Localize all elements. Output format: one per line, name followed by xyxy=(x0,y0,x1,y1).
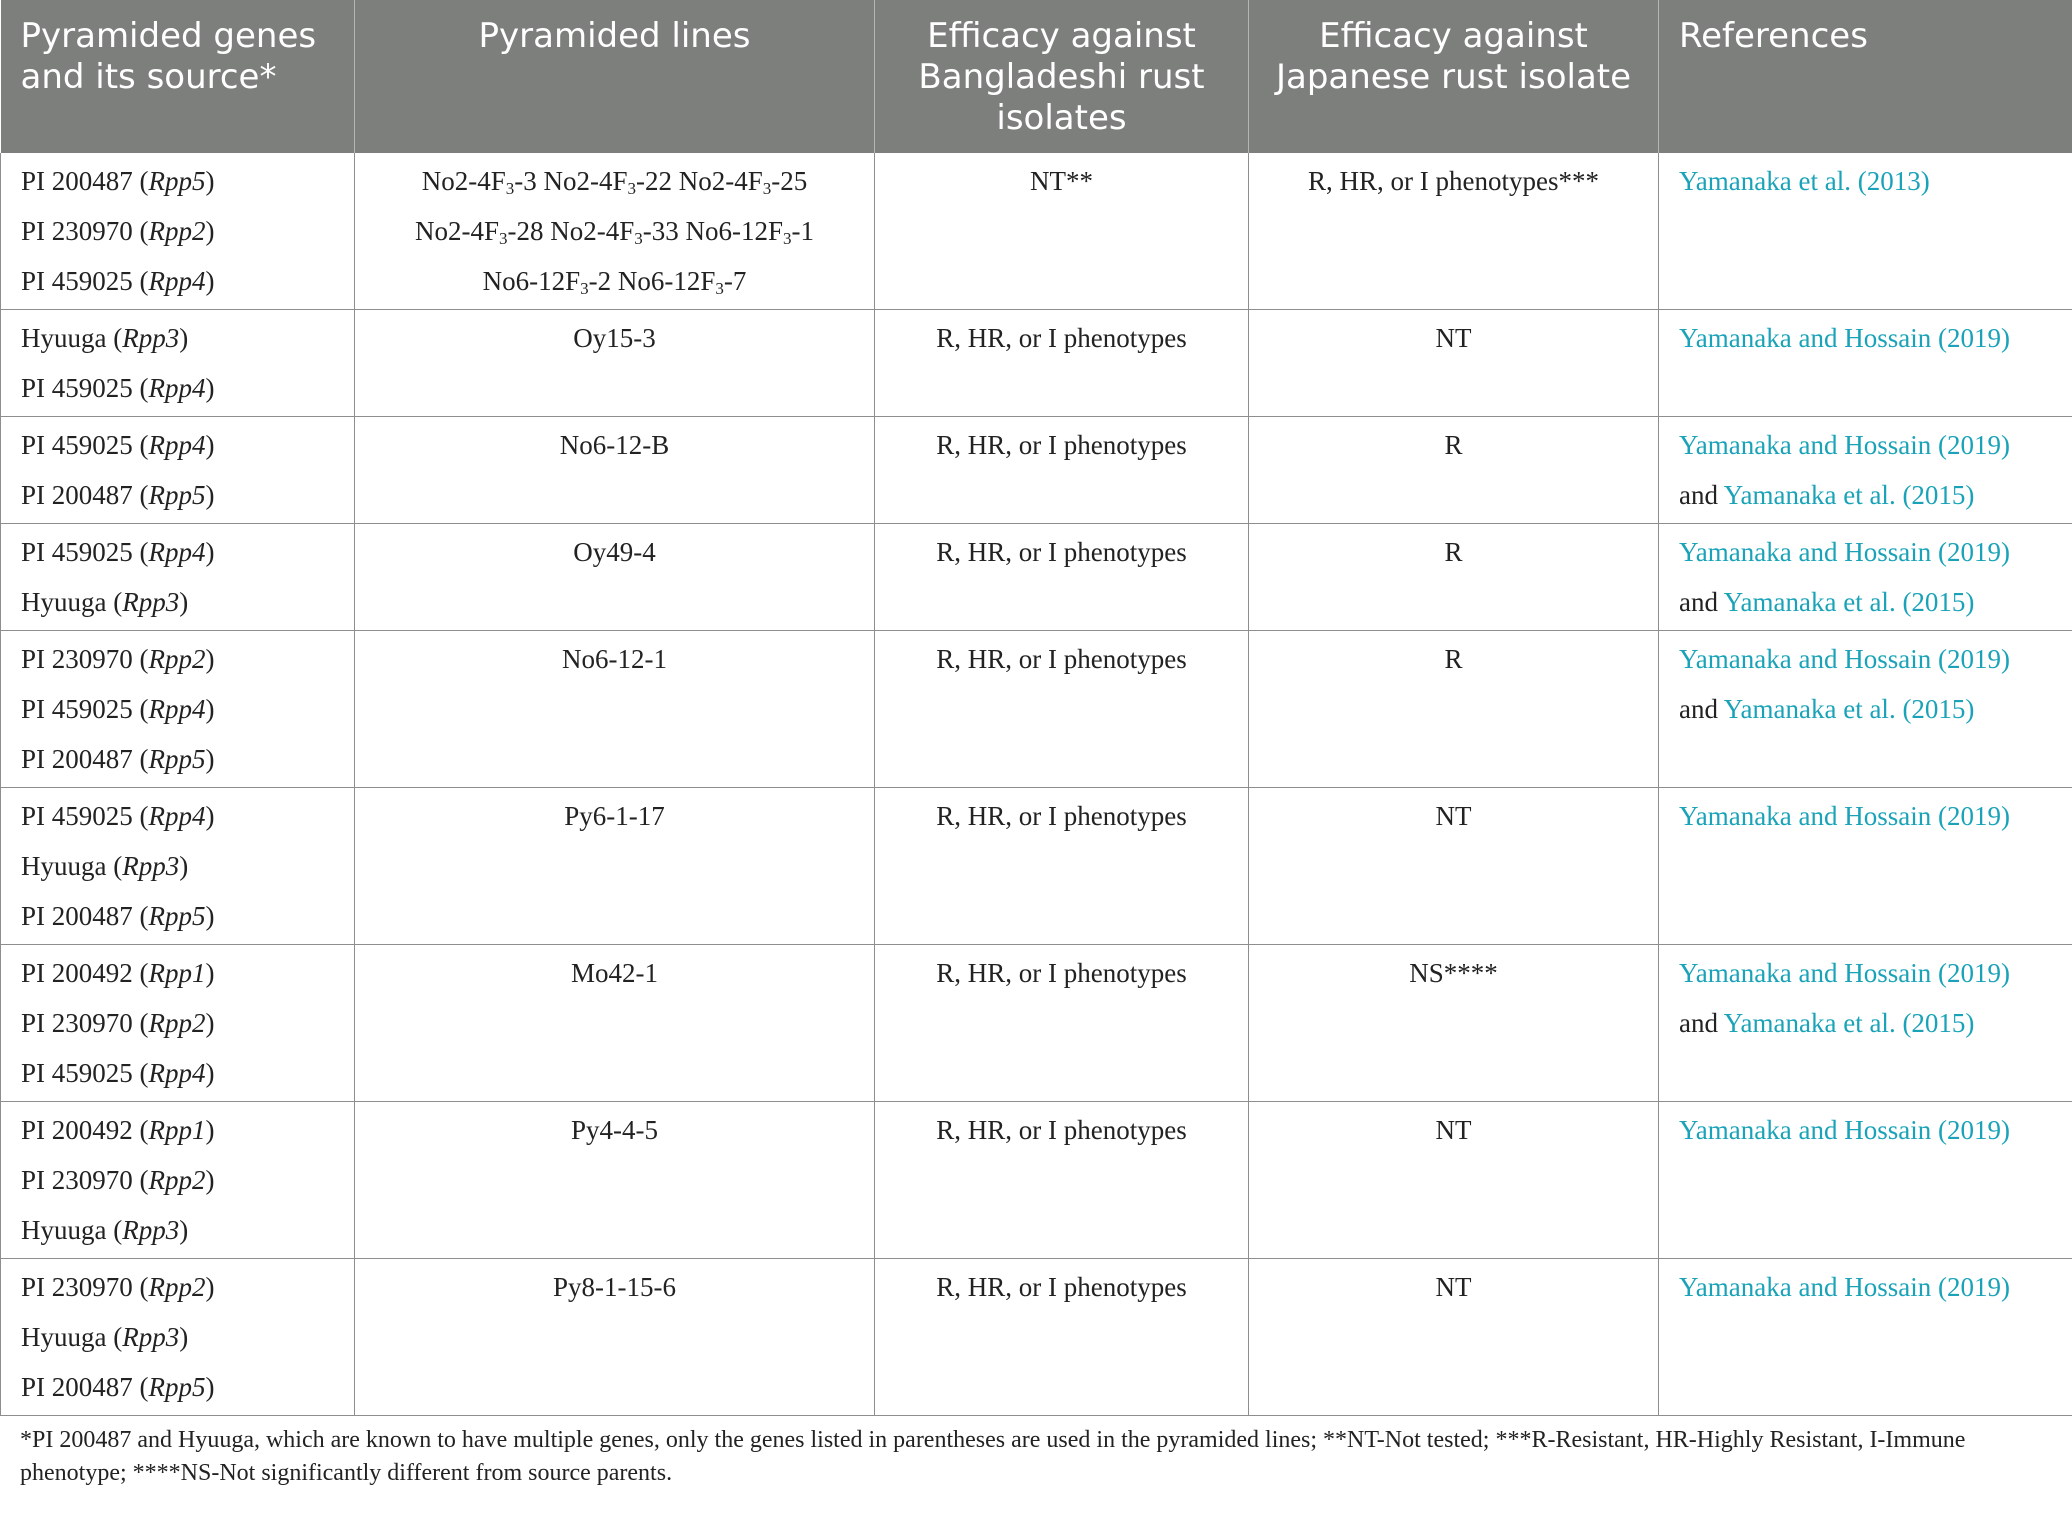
cell-genes-source xyxy=(1,417,355,524)
gene-name: Rpp5 xyxy=(148,1372,206,1402)
reference-line xyxy=(1679,791,2052,841)
cell-references xyxy=(1659,1102,2072,1259)
gene-name: Rpp4 xyxy=(148,537,206,567)
cell-genes-source xyxy=(1,631,355,788)
source-name: PI 230970 xyxy=(21,1165,133,1195)
reference-line xyxy=(1679,948,2052,998)
cell-references xyxy=(1659,524,2072,631)
reference-line xyxy=(1679,470,2052,520)
table-row xyxy=(1,1259,2072,1416)
line-suffix: -33 xyxy=(642,216,679,246)
cell-japanese-efficacy: R xyxy=(1249,631,1659,788)
source-name: PI 200492 xyxy=(21,958,133,988)
source-line: PI 459025 (Rpp4) xyxy=(21,266,215,296)
gene-name: Rpp3 xyxy=(122,851,180,881)
cell-references xyxy=(1659,1259,2072,1416)
source-line: PI 459025 (Rpp4) xyxy=(21,373,215,403)
cell-genes-source xyxy=(1,945,355,1102)
table-row xyxy=(1,788,2072,945)
source-line: PI 200487 (Rpp5) xyxy=(21,1372,215,1402)
line-id: No6-12F xyxy=(482,266,581,296)
source-line: PI 200492 (Rpp1) xyxy=(21,1115,215,1145)
source-line: PI 200487 (Rpp5) xyxy=(21,901,215,931)
line-suffix: -3 xyxy=(514,166,537,196)
source-name: PI 459025 xyxy=(21,1058,133,1088)
cell-bangladeshi-efficacy: R, HR, or I phenotypes xyxy=(875,310,1249,417)
line-generation: 3 xyxy=(783,229,792,248)
line-generation: 3 xyxy=(505,179,515,198)
line-generation: 3 xyxy=(762,179,772,198)
line-suffix: -25 xyxy=(771,166,808,196)
line-suffix: -1 xyxy=(791,216,815,246)
source-name: PI 200487 xyxy=(21,166,133,196)
source-line: PI 200487 (Rpp5) xyxy=(21,744,215,774)
cell-japanese-efficacy: R xyxy=(1249,417,1659,524)
source-name: PI 459025 xyxy=(21,430,133,460)
line-id: No6-12F xyxy=(617,266,716,296)
source-line: Hyuuga (Rpp3) xyxy=(21,1322,189,1352)
source-line: PI 230970 (Rpp2) xyxy=(21,644,215,674)
gene-name: Rpp2 xyxy=(148,216,206,246)
table-row xyxy=(1,631,2072,788)
line-id: Py4-4-5 xyxy=(571,1115,658,1145)
reference-line xyxy=(1679,420,2052,470)
reference-line xyxy=(1679,527,2052,577)
line-id: Py6-1-17 xyxy=(564,801,665,831)
source-line: PI 459025 (Rpp4) xyxy=(21,1058,215,1088)
line-id: No2-4F xyxy=(550,216,635,246)
cell-pyramided-lines xyxy=(355,310,875,417)
source-name: PI 200487 xyxy=(21,1372,133,1402)
cell-pyramided-lines xyxy=(355,417,875,524)
source-line: PI 459025 (Rpp4) xyxy=(21,430,215,460)
line-generation: 3 xyxy=(580,279,589,298)
gene-name: Rpp4 xyxy=(148,1058,206,1088)
lines-row xyxy=(375,313,854,363)
table-row xyxy=(1,310,2072,417)
lines-row xyxy=(375,1105,854,1155)
source-name: PI 230970 xyxy=(21,216,133,246)
line-generation: 3 xyxy=(634,229,643,248)
reference-link[interactable]: Yamanaka and Hossain (2019) xyxy=(1679,1272,2010,1302)
cell-bangladeshi-efficacy: R, HR, or I phenotypes xyxy=(875,631,1249,788)
cell-references xyxy=(1659,417,2072,524)
source-line: PI 459025 (Rpp4) xyxy=(21,537,215,567)
gene-name: Rpp4 xyxy=(148,430,206,460)
source-name: PI 200487 xyxy=(21,744,133,774)
reference-link[interactable]: Yamanaka and Hossain (2019) xyxy=(1679,430,2010,460)
reference-line xyxy=(1679,156,2052,206)
source-line: PI 459025 (Rpp4) xyxy=(21,801,215,831)
source-name: Hyuuga xyxy=(21,1215,107,1245)
cell-bangladeshi-efficacy: NT** xyxy=(875,153,1249,310)
cell-pyramided-lines xyxy=(355,945,875,1102)
reference-conjunction: and xyxy=(1679,480,1718,510)
lines-row xyxy=(375,206,854,256)
gene-name: Rpp3 xyxy=(122,1215,180,1245)
header-row xyxy=(1,0,2072,153)
cell-pyramided-lines xyxy=(355,153,875,310)
gene-name: Rpp3 xyxy=(122,323,180,353)
reference-link[interactable]: Yamanaka and Hossain (2019) xyxy=(1679,644,2010,674)
reference-link[interactable]: Yamanaka and Hossain (2019) xyxy=(1679,801,2010,831)
source-name: PI 459025 xyxy=(21,266,133,296)
source-name: PI 200492 xyxy=(21,1115,133,1145)
source-line: Hyuuga (Rpp3) xyxy=(21,851,189,881)
cell-pyramided-lines xyxy=(355,524,875,631)
cell-references xyxy=(1659,788,2072,945)
cell-references xyxy=(1659,631,2072,788)
reference-line xyxy=(1679,1105,2052,1155)
line-id: No2-4F xyxy=(421,166,506,196)
reference-link[interactable]: Yamanaka and Hossain (2019) xyxy=(1679,323,2010,353)
table-row xyxy=(1,417,2072,524)
line-id: Oy15-3 xyxy=(573,323,656,353)
table-header xyxy=(1,0,2072,153)
source-name: Hyuuga xyxy=(21,323,107,353)
header-references: References xyxy=(1659,0,2072,153)
cell-bangladeshi-efficacy: R, HR, or I phenotypes xyxy=(875,524,1249,631)
lines-row xyxy=(375,420,854,470)
source-name: PI 200487 xyxy=(21,480,133,510)
cell-bangladeshi-efficacy: R, HR, or I phenotypes xyxy=(875,945,1249,1102)
source-line: PI 459025 (Rpp4) xyxy=(21,694,215,724)
gene-name: Rpp4 xyxy=(148,694,206,724)
source-name: PI 459025 xyxy=(21,537,133,567)
source-line: Hyuuga (Rpp3) xyxy=(21,1215,189,1245)
source-name: PI 459025 xyxy=(21,801,133,831)
gene-name: Rpp2 xyxy=(148,1272,206,1302)
reference-link[interactable]: Yamanaka et al. (2015) xyxy=(1723,587,1975,617)
cell-japanese-efficacy: NT xyxy=(1249,1102,1659,1259)
gene-name: Rpp5 xyxy=(148,166,206,196)
cell-genes-source xyxy=(1,1102,355,1259)
cell-genes-source xyxy=(1,153,355,310)
table-footnote: *PI 200487 and Hyuuga, which are known to have multiple genes, only the genes listed in parentheses are used in the pyramided lines; **NT-Not tested; ***R-Resistant, HR-Highly Resistant, I-Immune phenotype; ****NS-Not significantly different from source parents. xyxy=(20,1427,1966,1486)
reference-line xyxy=(1679,684,2052,734)
gene-name: Rpp3 xyxy=(122,1322,180,1352)
cell-pyramided-lines xyxy=(355,631,875,788)
cell-japanese-efficacy: NT xyxy=(1249,1259,1659,1416)
cell-pyramided-lines xyxy=(355,788,875,945)
table-row xyxy=(1,524,2072,631)
gene-name: Rpp5 xyxy=(148,480,206,510)
gene-name: Rpp2 xyxy=(148,1008,206,1038)
lines-row xyxy=(375,791,854,841)
gene-name: Rpp4 xyxy=(148,373,206,403)
reference-line xyxy=(1679,313,2052,363)
gene-name: Rpp4 xyxy=(148,266,206,296)
line-id: Py8-1-15-6 xyxy=(553,1272,676,1302)
line-suffix: -2 xyxy=(588,266,612,296)
source-name: Hyuuga xyxy=(21,851,107,881)
header-pyramided-lines: Pyramided lines xyxy=(355,0,875,153)
reference-link[interactable]: Yamanaka and Hossain (2019) xyxy=(1679,958,2010,988)
line-id: No2-4F xyxy=(414,216,499,246)
reference-link[interactable]: Yamanaka et al. (2015) xyxy=(1723,480,1975,510)
cell-genes-source xyxy=(1,524,355,631)
reference-line xyxy=(1679,634,2052,684)
cell-references xyxy=(1659,945,2072,1102)
lines-row xyxy=(375,256,854,306)
cell-pyramided-lines xyxy=(355,1102,875,1259)
source-line: Hyuuga (Rpp3) xyxy=(21,587,189,617)
source-name: Hyuuga xyxy=(21,587,107,617)
source-name: PI 230970 xyxy=(21,1272,133,1302)
source-line: PI 230970 (Rpp2) xyxy=(21,1008,215,1038)
source-name: PI 230970 xyxy=(21,644,133,674)
line-generation: 3 xyxy=(715,279,724,298)
cell-japanese-efficacy: R, HR, or I phenotypes*** xyxy=(1249,153,1659,310)
gene-name: Rpp4 xyxy=(148,801,206,831)
line-suffix: -7 xyxy=(723,266,747,296)
reference-line xyxy=(1679,1262,2052,1312)
cell-japanese-efficacy: NT xyxy=(1249,310,1659,417)
cell-genes-source xyxy=(1,788,355,945)
cell-references xyxy=(1659,310,2072,417)
cell-bangladeshi-efficacy: R, HR, or I phenotypes xyxy=(875,417,1249,524)
source-line: PI 230970 (Rpp2) xyxy=(21,216,215,246)
lines-row xyxy=(375,948,854,998)
reference-link[interactable]: Yamanaka and Hossain (2019) xyxy=(1679,1115,2010,1145)
line-generation: 3 xyxy=(498,229,508,248)
line-id: Oy49-4 xyxy=(573,537,656,567)
gene-name: Rpp5 xyxy=(148,744,206,774)
source-name: PI 459025 xyxy=(21,694,133,724)
cell-bangladeshi-efficacy: R, HR, or I phenotypes xyxy=(875,788,1249,945)
lines-row xyxy=(375,527,854,577)
source-line: PI 200492 (Rpp1) xyxy=(21,958,215,988)
gene-name: Rpp3 xyxy=(122,587,180,617)
reference-line xyxy=(1679,998,2052,1048)
lines-row xyxy=(375,634,854,684)
table-row xyxy=(1,1102,2072,1259)
reference-conjunction: and xyxy=(1679,587,1718,617)
reference-conjunction: and xyxy=(1679,694,1718,724)
source-line: PI 230970 (Rpp2) xyxy=(21,1165,215,1195)
gene-name: Rpp2 xyxy=(148,644,206,674)
source-line: Hyuuga (Rpp3) xyxy=(21,323,189,353)
line-id: No6-12-B xyxy=(559,430,670,460)
cell-japanese-efficacy: R xyxy=(1249,524,1659,631)
reference-link[interactable]: Yamanaka et al. (2013) xyxy=(1679,166,1930,196)
reference-link[interactable]: Yamanaka et al. (2015) xyxy=(1723,1008,1975,1038)
table-row xyxy=(1,153,2072,310)
cell-bangladeshi-efficacy: R, HR, or I phenotypes xyxy=(875,1259,1249,1416)
line-generation: 3 xyxy=(627,179,636,198)
line-suffix: -22 xyxy=(636,166,672,196)
table-body xyxy=(1,153,2072,1416)
line-id: No6-12F xyxy=(685,216,784,246)
cell-bangladeshi-efficacy: R, HR, or I phenotypes xyxy=(875,1102,1249,1259)
source-name: Hyuuga xyxy=(21,1322,107,1352)
source-name: PI 459025 xyxy=(21,373,133,403)
gene-name: Rpp1 xyxy=(148,1115,206,1145)
header-japanese-efficacy: Efficacy against Japanese rust isolate xyxy=(1249,0,1659,153)
cell-pyramided-lines xyxy=(355,1259,875,1416)
source-line: PI 230970 (Rpp2) xyxy=(21,1272,215,1302)
line-id: No2-4F xyxy=(678,166,763,196)
header-bangladeshi-efficacy: Efficacy against Bangladeshi rust isolates xyxy=(875,0,1249,153)
line-id: Mo42-1 xyxy=(571,958,658,988)
line-suffix: -28 xyxy=(507,216,544,246)
lines-row xyxy=(375,156,854,206)
gene-name: Rpp1 xyxy=(148,958,206,988)
lines-row xyxy=(375,1262,854,1312)
gene-name: Rpp2 xyxy=(148,1165,206,1195)
gene-name: Rpp5 xyxy=(148,901,206,931)
cell-references xyxy=(1659,153,2072,310)
source-name: PI 230970 xyxy=(21,1008,133,1038)
reference-conjunction: and xyxy=(1679,1008,1718,1038)
source-line: PI 200487 (Rpp5) xyxy=(21,166,215,196)
reference-line xyxy=(1679,577,2052,627)
line-id: No6-12-1 xyxy=(562,644,667,674)
header-genes-source: Pyramided genes and its source* xyxy=(1,0,355,153)
cell-genes-source xyxy=(1,1259,355,1416)
cell-japanese-efficacy: NT xyxy=(1249,788,1659,945)
table-row xyxy=(1,945,2072,1102)
cell-japanese-efficacy: NS**** xyxy=(1249,945,1659,1102)
line-id: No2-4F xyxy=(543,166,628,196)
cell-genes-source xyxy=(1,310,355,417)
source-name: PI 200487 xyxy=(21,901,133,931)
reference-link[interactable]: Yamanaka et al. (2015) xyxy=(1723,694,1975,724)
source-line: PI 200487 (Rpp5) xyxy=(21,480,215,510)
reference-link[interactable]: Yamanaka and Hossain (2019) xyxy=(1679,537,2010,567)
